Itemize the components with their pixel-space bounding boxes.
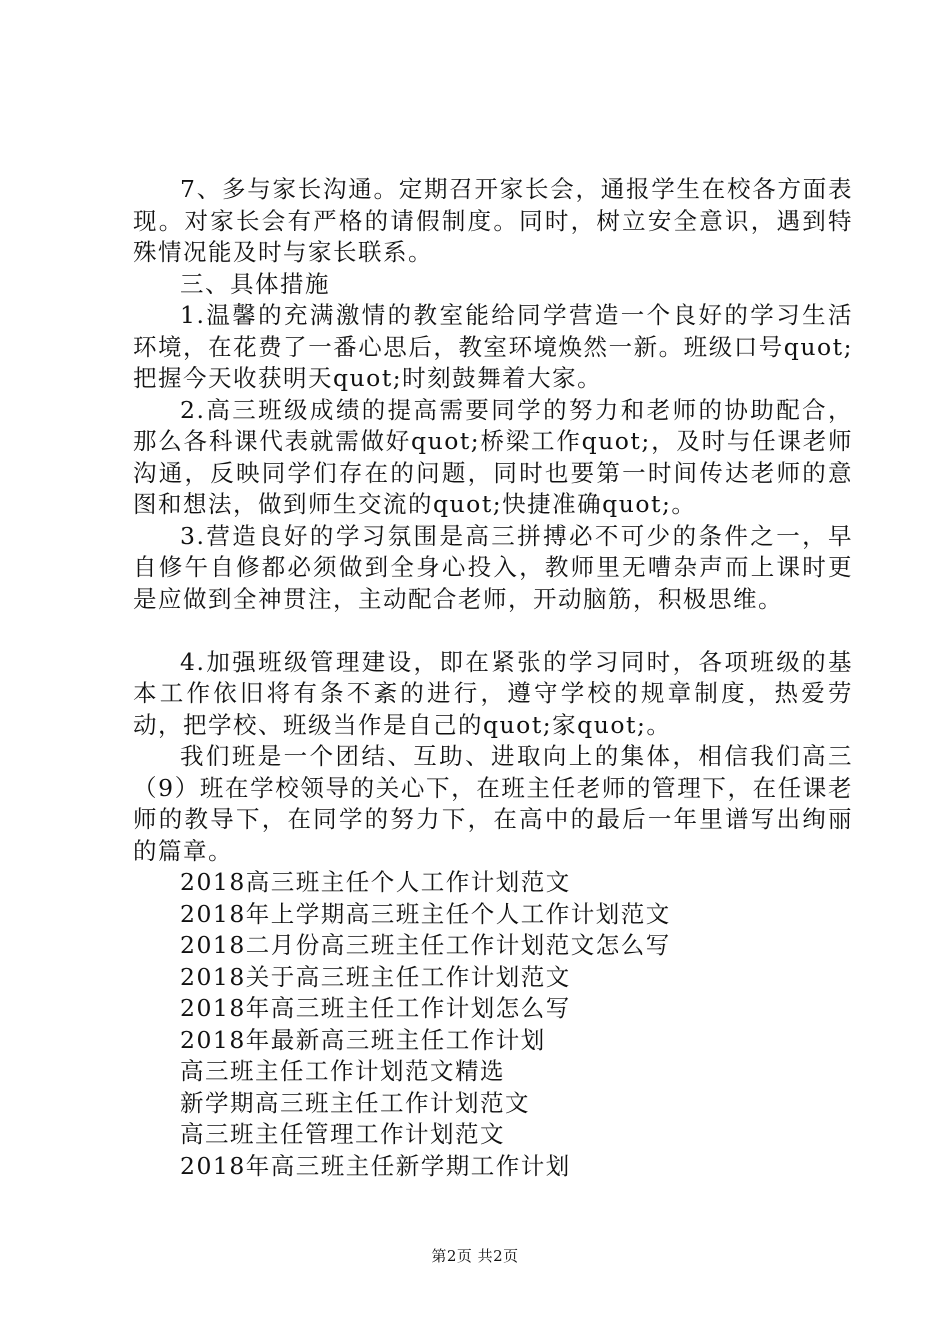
paragraph-gap bbox=[133, 615, 853, 647]
related-article-link[interactable]: 2018高三班主任个人工作计划范文 bbox=[180, 868, 571, 896]
page-number-footer: 第2页 共2页 bbox=[431, 1247, 519, 1265]
related-article-link[interactable]: 高三班主任工作计划范文精选 bbox=[180, 1057, 505, 1085]
paragraph-measure-4: 4.加强班级管理建设，即在紧张的学习同时，各项班级的基本工作依旧将有条不紊的进行，遵守学校的规章制度，热爱劳动，把学校、班级当作是自己的quot;家quot;。 bbox=[133, 647, 853, 739]
section-heading-specific-measures: 三、具体措施 bbox=[180, 269, 330, 298]
related-article-link[interactable]: 新学期高三班主任工作计划范文 bbox=[180, 1088, 530, 1117]
related-articles-list bbox=[133, 867, 853, 1182]
document-body bbox=[133, 174, 853, 1182]
related-article-link[interactable]: 2018二月份高三班主任工作计划范文怎么写 bbox=[180, 931, 671, 959]
paragraph-measure-3: 3.营造良好的学习氛围是高三拼搏必不可少的条件之一，早自修午自修都必须做到全身心投入，教师里无嘈杂声而上课时更是应做到全神贯注，主动配合老师，开动脑筋，积极思维。 bbox=[133, 521, 853, 613]
paragraph-measure-2: 2.高三班级成绩的提高需要同学的努力和老师的协助配合，那么各科课代表就需做好quot;桥梁工作quot;，及时与任课老师沟通，反映同学们存在的问题，同时也要第一时间传达老师的意图和想法，做到师生交流的quot;快捷准确quot;。 bbox=[133, 395, 853, 518]
related-article-link[interactable]: 2018年最新高三班主任工作计划 bbox=[180, 1025, 546, 1054]
related-article-link[interactable]: 2018年高三班主任工作计划怎么写 bbox=[180, 994, 571, 1022]
related-article-link[interactable]: 2018年上学期高三班主任个人工作计划范文 bbox=[180, 899, 671, 928]
paragraph-parent-communication: 7、多与家长沟通。定期召开家长会，通报学生在校各方面表现。对家长会有严格的请假制度。同时，树立安全意识，遇到特殊情况能及时与家长联系。 bbox=[133, 175, 853, 266]
related-article-link[interactable]: 2018关于高三班主任工作计划范文 bbox=[180, 962, 571, 991]
paragraph-closing: 我们班是一个团结、互助、进取向上的集体，相信我们高三（9）班在学校领导的关心下，在班主任老师的管理下，在任课老师的教导下，在同学的努力下，在高中的最后一年里谱写出绚丽的篇章。 bbox=[133, 742, 853, 865]
related-article-link[interactable]: 2018年高三班主任新学期工作计划 bbox=[180, 1151, 571, 1180]
paragraph-measure-1: 1.温馨的充满激情的教室能给同学营造一个良好的学习生活环境，在花费了一番心思后，教室环境焕然一新。班级口号quot;把握今天收获明天quot;时刻鼓舞着大家。 bbox=[133, 301, 853, 392]
related-article-link[interactable]: 高三班主任管理工作计划范文 bbox=[180, 1120, 505, 1148]
